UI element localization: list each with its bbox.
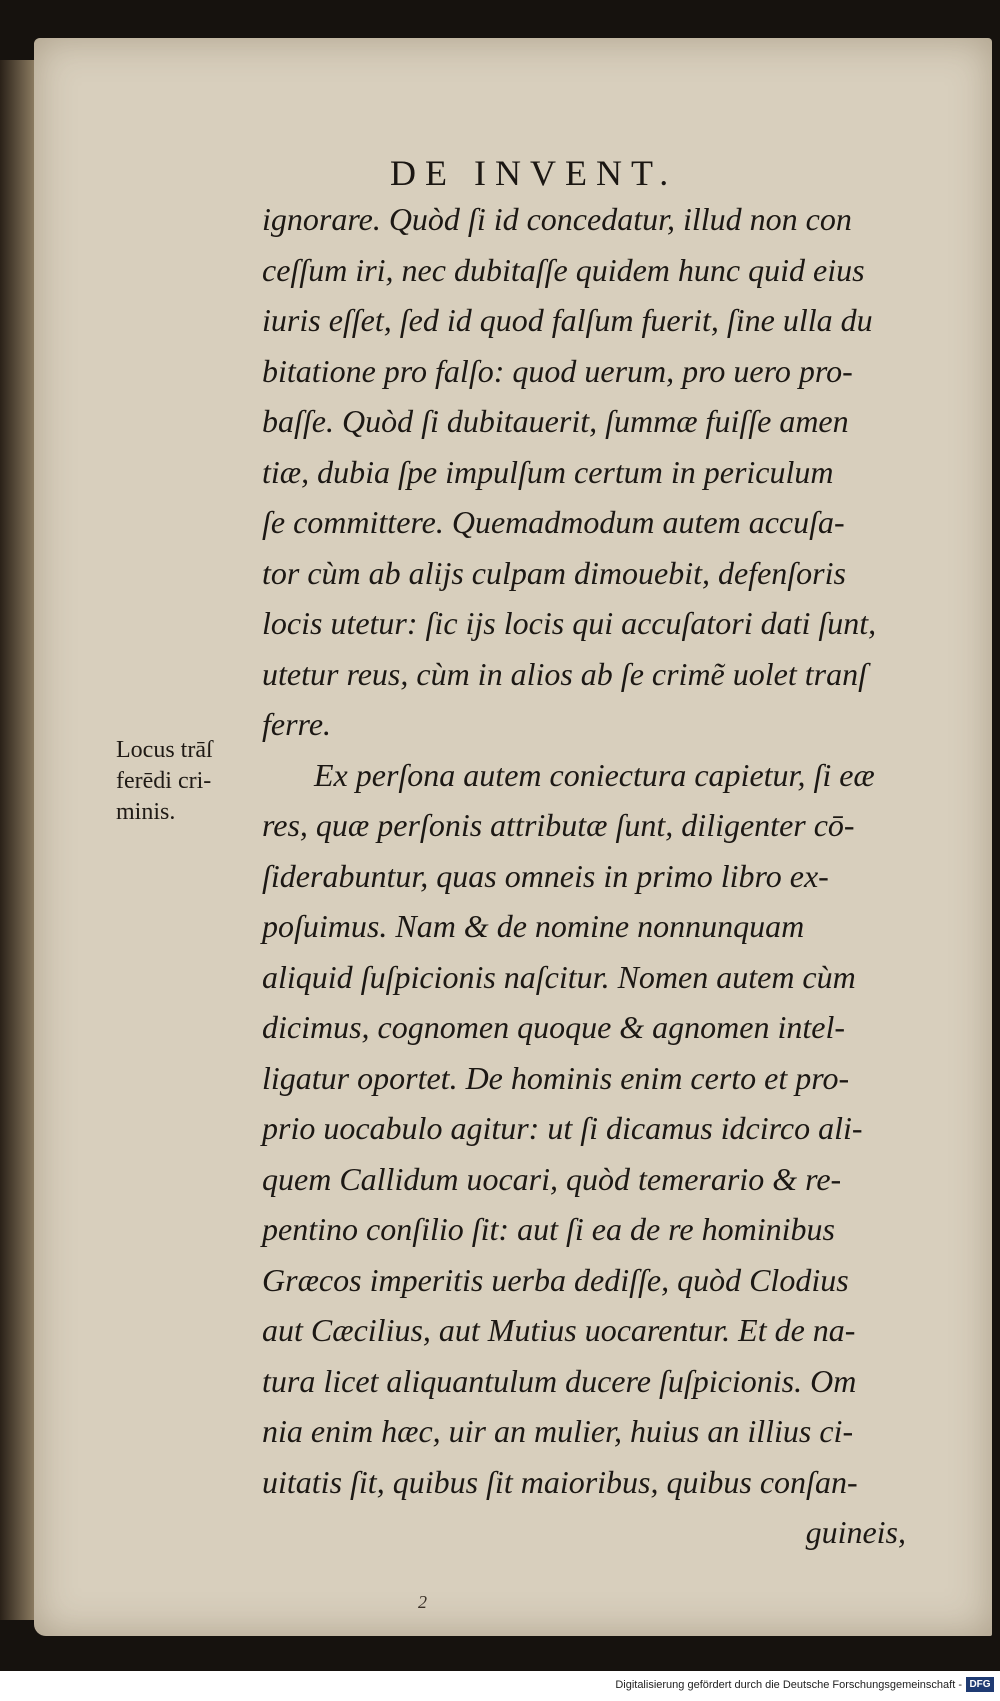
- marginal-note-line: minis.: [116, 799, 176, 825]
- text-line: res, quæ perſonis attributæ ſunt, diligenter cō-: [262, 807, 855, 843]
- text-line: utetur reus, cùm in alios ab ſe crimẽ uolet tranſ: [262, 655, 867, 692]
- running-title: DE INVENT.: [390, 153, 678, 193]
- text-line: ligatur oportet. De hominis enim certo et pro-: [262, 1059, 850, 1096]
- text-line: aliquid ſuſpicionis naſcitur. Nomen autem cùm: [262, 958, 856, 995]
- text-line: dicimus, cognomen quoque & agnomen intel-: [262, 1009, 845, 1045]
- text-line: tiæ, dubia ſpe impulſum certum in periculum: [262, 453, 834, 490]
- text-line: aut Cæcilius, aut Mutius uocarentur. Et de na-: [262, 1312, 856, 1348]
- marginal-note: [116, 735, 213, 828]
- text-line: ceſſum iri, nec dubitaſſe quidem hunc quid eius: [262, 251, 865, 288]
- text-line: bitatione pro falſo: quod uerum, pro uero pro-: [262, 352, 853, 389]
- marginal-note-line: Locus trāſ: [116, 737, 213, 763]
- footer-credit: Digitalisierung gefördert durch die Deutsche Forschungsgemeinschaft -: [615, 1679, 962, 1691]
- text-line: ſe committere. Quemadmodum autem accuſa-: [262, 504, 845, 540]
- text-line: baſſe. Quòd ſi dubitauerit, ſummæ fuiſſe amen: [262, 403, 849, 439]
- text-line: tura licet aliquantulum ducere ſuſpicionis. Om: [262, 1362, 857, 1399]
- digitization-footer: [0, 1671, 1000, 1701]
- text-line: Græcos imperitis uerba dediſſe, quòd Clodius: [262, 1261, 849, 1298]
- text-line: poſuimus. Nam & de nomine nonnunquam: [262, 908, 805, 944]
- catchword: guineis,: [805, 1514, 906, 1550]
- text-line: tor cùm ab alijs culpam dimouebit, defenſoris: [262, 554, 846, 591]
- text-line: ſiderabuntur, quas omneis in primo libro ex-: [262, 857, 829, 894]
- dfg-logo[interactable]: DFG: [966, 1677, 994, 1692]
- text-line: ignorare. Quòd ſi id concedatur, illud non con: [262, 201, 852, 237]
- marginal-note-line: ferēdi cri-: [116, 768, 212, 794]
- text-line: prio uocabulo agitur: ut ſi dicamus idcirco ali-: [262, 1110, 863, 1146]
- signature-mark: 2: [418, 1592, 427, 1612]
- text-line: locis utetur: ſic ijs locis qui accuſatori dati ſunt,: [262, 605, 877, 641]
- paragraph-start-line: Ex perſona autem coniectura capietur, ſi eæ: [314, 756, 875, 793]
- text-line: quem Callidum uocari, quòd temerario & re-: [262, 1160, 842, 1197]
- text-line: nia enim hæc, uir an mulier, huius an illius ci-: [262, 1413, 854, 1449]
- text-line: pentino conſilio ſit: aut ſi ea de re hominibus: [262, 1211, 835, 1247]
- text-line: ferre.: [262, 706, 332, 742]
- page-edge-shadow: [0, 60, 34, 1620]
- text-line: iuris eſſet, ſed id quod falſum fuerit, ſine ulla du: [262, 302, 873, 338]
- body-text: [262, 194, 912, 1558]
- text-line: uitatis ſit, quibus ſit maioribus, quibus conſan-: [262, 1463, 858, 1500]
